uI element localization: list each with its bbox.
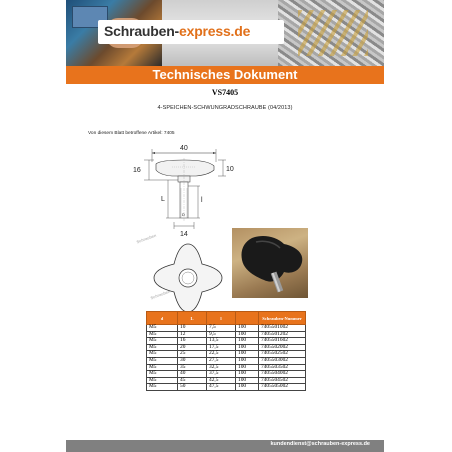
table-cell: 45: [178, 377, 207, 384]
table-cell: M5: [147, 364, 178, 371]
dim-left-label: 16: [133, 167, 141, 174]
table-body: [147, 325, 306, 391]
table-cell: M5: [147, 371, 178, 378]
affected-articles: Von diesem Blatt betroffene Artikel: 7405: [88, 131, 175, 136]
dim-D-label: D: [182, 212, 185, 217]
table-cell: 7405504502: [259, 377, 306, 384]
table-header-l: l: [207, 312, 236, 325]
table-header-L: L: [178, 312, 207, 325]
table-cell: 100: [236, 371, 259, 378]
page-title: Technisches Dokument: [152, 67, 298, 82]
document-code: VS7405: [211, 88, 239, 97]
table-cell: 100: [236, 338, 259, 345]
table-cell: 27,5: [207, 357, 236, 364]
watermark-text: Schrauben: [135, 232, 157, 245]
table-cell: 12: [178, 331, 207, 338]
table-cell: 100: [236, 364, 259, 371]
table-header-qty: [236, 312, 259, 325]
table-cell: 7405501202: [259, 331, 306, 338]
table-cell: M5: [147, 338, 178, 345]
table-cell: 100: [236, 344, 259, 351]
table-header-d: d: [147, 312, 178, 325]
table-cell: 50: [178, 384, 207, 391]
table-cell: 16: [178, 338, 207, 345]
dim-height-label: 10: [226, 166, 234, 173]
table-cell: 20: [178, 344, 207, 351]
table-header-row: [147, 312, 306, 325]
table-cell: 100: [236, 331, 259, 338]
table-cell: 7405503002: [259, 357, 306, 364]
table-cell: 100: [236, 351, 259, 358]
product-photo: [232, 228, 308, 298]
table-cell: 17,5: [207, 344, 236, 351]
table-cell: 100: [236, 325, 259, 332]
brand-name-part2: express.de: [179, 23, 251, 39]
table-header-article: Schrauben-Nummer: [259, 312, 306, 325]
side-view-drawing: [130, 140, 240, 240]
table-cell: 40: [178, 371, 207, 378]
dim-L-label: L: [161, 196, 165, 203]
brand-logo: [104, 23, 250, 39]
table-cell: 100: [236, 384, 259, 391]
screws-photo: [278, 0, 384, 66]
brand-name-part1: Schrauben-: [104, 23, 180, 39]
table-cell: M5: [147, 384, 178, 391]
dim-l-label: l: [201, 197, 203, 204]
table-cell: 7405505002: [259, 384, 306, 391]
footer-email[interactable]: kundendienst@schrauben-express.de: [270, 441, 370, 447]
table-cell: 13,5: [207, 338, 236, 345]
table-cell: M5: [147, 331, 178, 338]
table-cell: 10: [178, 325, 207, 332]
watermark-text: Schrauben: [149, 288, 171, 301]
spec-table: [146, 311, 306, 391]
table-cell: 7405504002: [259, 371, 306, 378]
table-cell: 9,5: [207, 331, 236, 338]
table-cell: 35: [178, 364, 207, 371]
table-cell: M5: [147, 377, 178, 384]
table-cell: 100: [236, 357, 259, 364]
table-cell: 7405503502: [259, 364, 306, 371]
top-view-drawing: [148, 238, 228, 318]
table-cell: 47,5: [207, 384, 236, 391]
table-cell: 37,5: [207, 371, 236, 378]
table-cell: M5: [147, 357, 178, 364]
table-cell: 25: [178, 351, 207, 358]
dim-bottom-label: 14: [180, 231, 188, 238]
document-subtitle: 4-SPEICHEN-SCHWUNGRADSCHRAUBE (04/2013): [157, 105, 293, 111]
table-cell: 22,5: [207, 351, 236, 358]
table-cell: 7,5: [207, 325, 236, 332]
dim-width-label: 40: [180, 145, 188, 152]
table-cell: M5: [147, 325, 178, 332]
table-cell: 100: [236, 377, 259, 384]
table-cell: 7405501602: [259, 338, 306, 345]
table-cell: M5: [147, 344, 178, 351]
table-cell: 7405502002: [259, 344, 306, 351]
table-cell: 42,5: [207, 377, 236, 384]
table-cell: M5: [147, 351, 178, 358]
table-cell: 7405501002: [259, 325, 306, 332]
table-row: [147, 384, 306, 391]
table-cell: 32,5: [207, 364, 236, 371]
table-cell: 30: [178, 357, 207, 364]
knob-photo-render: [232, 228, 308, 298]
table-cell: 7405502502: [259, 351, 306, 358]
